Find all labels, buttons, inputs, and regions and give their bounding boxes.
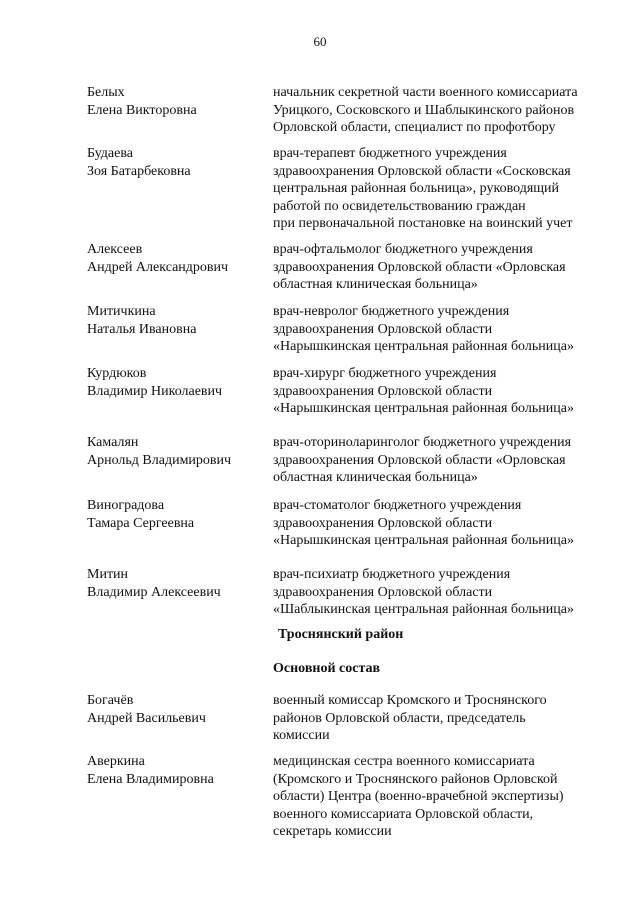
member-surname: Аверкина xyxy=(87,754,145,769)
position-line: здравоохранения Орловской области xyxy=(273,584,493,600)
position-line: «Нарышкинская центральная районная больница» xyxy=(273,533,574,548)
member-given-names: Владимир Николаевич xyxy=(87,383,223,399)
member-given-names: Владимир Алексеевич xyxy=(87,584,221,600)
member-surname: Виноградова xyxy=(87,498,165,513)
member-position xyxy=(273,434,613,487)
position-line: «Нарышкинская центральная районная больница» xyxy=(273,339,574,354)
position-line: работой по освидетельствованию граждан xyxy=(273,198,526,214)
member-name xyxy=(87,434,267,469)
position-line: районов Орловской области, председатель xyxy=(273,710,526,726)
member-position xyxy=(273,753,613,841)
position-line: комиссии xyxy=(273,728,330,743)
position-line: здравоохранения Орловской области xyxy=(273,515,493,531)
position-line: врач-офтальмолог бюджетного учреждения xyxy=(273,242,533,257)
member-given-names: Арнольд Владимирович xyxy=(87,452,232,468)
member-name xyxy=(87,145,267,180)
member-position xyxy=(273,84,613,137)
position-line: начальник секретной части военного комиссариата xyxy=(273,85,578,100)
position-line: военный комиссар Кромского и Троснянского xyxy=(273,693,547,708)
position-line: секретарь комиссии xyxy=(273,824,392,839)
member-name xyxy=(87,497,267,532)
position-line: «Нарышкинская центральная районная больница» xyxy=(273,401,574,416)
position-line: врач-терапевт бюджетного учреждения xyxy=(273,146,507,161)
member-given-names: Андрей Александрович xyxy=(87,259,229,275)
position-line: врач-хирург бюджетного учреждения xyxy=(273,366,497,381)
position-line: при первоначальной постановке на воинский учет xyxy=(273,216,573,231)
position-line: здравоохранения Орловской области «Орловская xyxy=(273,259,566,275)
member-surname: Белых xyxy=(87,85,125,100)
position-line: врач-оториноларинголог бюджетного учреждения xyxy=(273,435,572,450)
member-given-names: Зоя Батарбековна xyxy=(87,163,191,179)
member-surname: Митин xyxy=(87,567,129,582)
position-line: областная клиническая больница» xyxy=(273,470,478,485)
member-surname: Камалян xyxy=(87,435,139,450)
member-given-names: Наталья Ивановна xyxy=(87,321,197,337)
position-line: здравоохранения Орловской области xyxy=(273,321,493,337)
position-line: военного комиссариата Орловской области, xyxy=(273,806,534,822)
member-position xyxy=(273,241,613,294)
member-given-names: Елена Владимировна xyxy=(87,771,214,787)
page-number: 60 xyxy=(313,34,327,49)
position-line: медицинская сестра военного комиссариата xyxy=(273,754,535,769)
position-line: Орловской области, специалист по профотбору xyxy=(273,120,556,135)
member-name xyxy=(87,241,267,276)
member-position xyxy=(273,566,613,619)
position-line: врач-невролог бюджетного учреждения xyxy=(273,304,510,319)
member-name xyxy=(87,365,267,400)
position-line: области) Центра (военно-врачебной экспертизы) xyxy=(273,789,564,804)
member-name xyxy=(87,84,267,119)
position-line: врач-психиатр бюджетного учреждения xyxy=(273,567,511,582)
member-position xyxy=(273,145,613,233)
member-surname: Митичкина xyxy=(87,304,156,319)
position-line: Урицкого, Сосковского и Шаблыкинского районов xyxy=(273,102,575,118)
position-line: центральная районная больница», руководящий xyxy=(273,181,560,196)
member-position xyxy=(273,365,613,418)
member-name xyxy=(87,566,267,601)
position-line: «Шаблыкинская центральная районная больница» xyxy=(273,602,574,617)
member-given-names: Тамара Сергеевна xyxy=(87,515,195,531)
member-surname: Алексеев xyxy=(87,242,143,257)
member-name xyxy=(87,753,267,788)
position-line: областная клиническая больница» xyxy=(273,277,478,292)
member-name xyxy=(87,692,267,727)
member-surname: Богачёв xyxy=(87,693,134,708)
member-name xyxy=(87,303,267,338)
position-line: (Кромского и Троснянского районов Орловской xyxy=(273,771,558,787)
member-surname: Курдюков xyxy=(87,366,147,381)
position-line: здравоохранения Орловской области «Сосковская xyxy=(273,163,571,179)
position-line: здравоохранения Орловской области «Орловская xyxy=(273,452,566,468)
member-given-names: Елена Викторовна xyxy=(87,102,197,118)
member-given-names: Андрей Васильевич xyxy=(87,710,206,726)
member-position xyxy=(273,692,613,745)
position-line: здравоохранения Орловской области xyxy=(273,383,493,399)
member-surname: Будаева xyxy=(87,146,133,161)
composition-heading: Основной состав xyxy=(273,661,381,676)
district-heading: Троснянский район xyxy=(278,627,404,642)
member-position xyxy=(273,303,613,356)
position-line: врач-стоматолог бюджетного учреждения xyxy=(273,498,522,513)
member-position xyxy=(273,497,613,550)
